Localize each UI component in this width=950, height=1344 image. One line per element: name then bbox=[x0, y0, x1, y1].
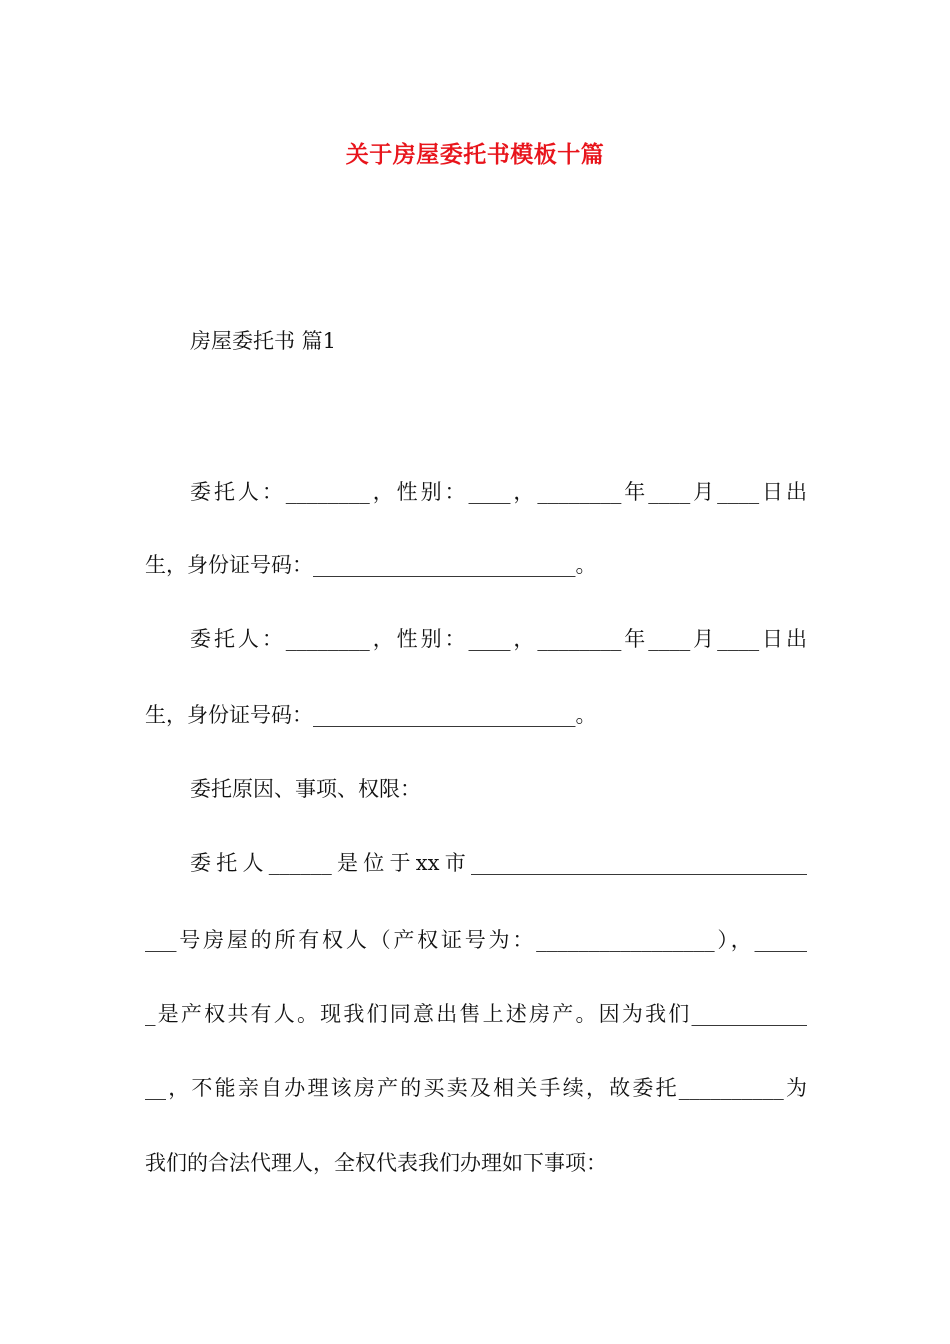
section-heading: 房屋委托书 篇1 bbox=[190, 329, 337, 353]
paragraph-line: 我们的合法代理人，全权代表我们办理如下事项： bbox=[145, 1151, 607, 1175]
paragraph-line: 生，身份证号码：_________________________。 bbox=[145, 553, 597, 577]
paragraph-line: ___号房屋的所有权人（产权证号为：_________________），_____ bbox=[145, 928, 807, 952]
paragraph-line: __，不能亲自办理该房产的买卖及相关手续，故委托__________为 bbox=[145, 1076, 807, 1100]
paragraph-line: 委托人：________，性别：____，________年____月____日出 bbox=[190, 627, 807, 651]
document-title: 关于房屋委托书模板十篇 bbox=[345, 141, 605, 168]
paragraph-line: 委托人：________，性别：____，________年____月____日出 bbox=[190, 480, 807, 504]
paragraph-line: 生，身份证号码：_________________________。 bbox=[145, 703, 597, 727]
paragraph-line: 委托人______是位于xx市________________________________ bbox=[190, 851, 807, 875]
paragraph-line: 委托原因、事项、权限： bbox=[190, 777, 421, 801]
paragraph-line: _是产权共有人。现我们同意出售上述房产。因为我们___________ bbox=[145, 1002, 807, 1026]
